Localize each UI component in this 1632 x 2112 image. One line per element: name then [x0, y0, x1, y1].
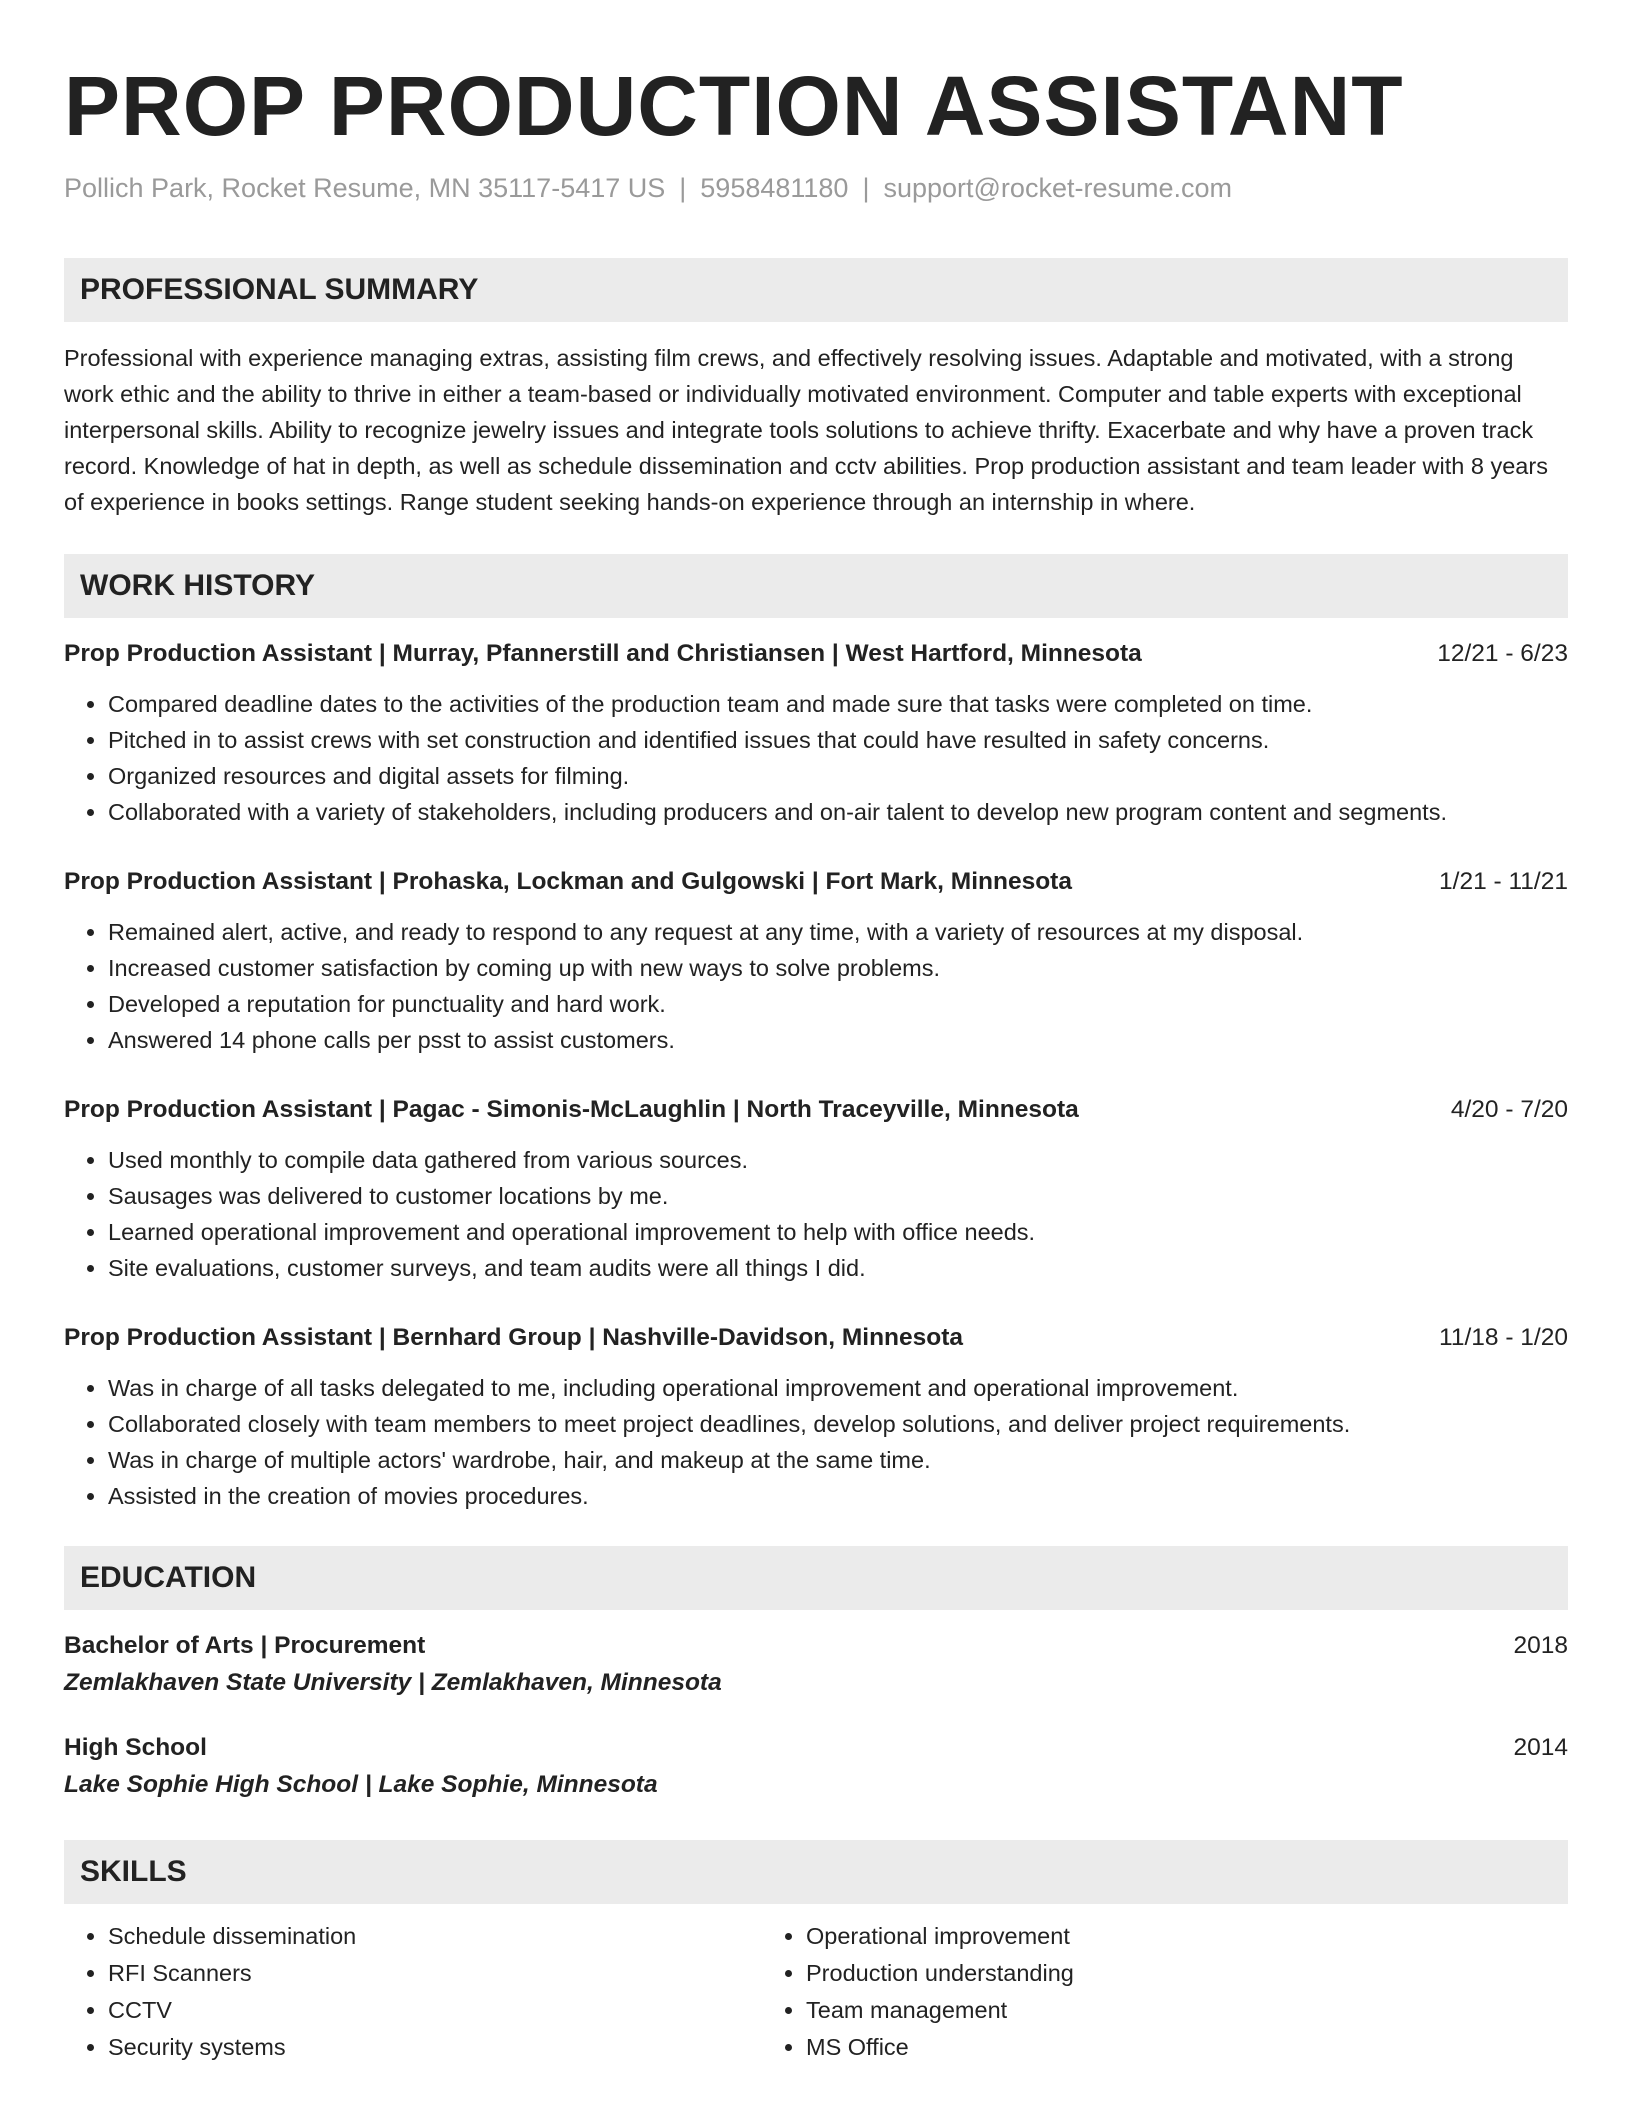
education-school: Lake Sophie High School | Lake Sophie, Minnesota — [64, 1771, 658, 1798]
education-degree: Bachelor of Arts | Procurement — [64, 1632, 426, 1659]
skills-column-right — [762, 1918, 1460, 2066]
job-bullet: • Pitched in to assist crews with set construction and identified issues that could have resulted in safety concerns. — [108, 722, 1568, 758]
education-entry — [64, 1628, 1568, 1702]
skills-heading: SKILLS — [64, 1840, 1568, 1904]
job-header — [64, 1092, 1568, 1128]
job-bullets — [64, 1370, 1568, 1514]
resume-title: PROP PRODUCTION ASSISTANT — [64, 59, 1404, 153]
job-bullet: • Answered 14 phone calls per psst to assist customers. — [108, 1022, 1568, 1058]
job-entry — [64, 1320, 1568, 1514]
job-bullet: • Site evaluations, customer surveys, and team audits were all things I did. — [108, 1250, 1568, 1286]
job-title: Prop Production Assistant | Murray, Pfannerstill and Christiansen | West Hartford, Minnesota — [64, 640, 1142, 667]
job-dates: 4/20 - 7/20 — [1450, 1096, 1568, 1123]
contact-line — [64, 170, 1568, 206]
skill-item: • CCTV — [108, 1992, 762, 2029]
contact-address: Pollich Park, Rocket Resume, MN 35117-5417 US — [64, 173, 666, 203]
education-year: 2018 — [1513, 1632, 1568, 1659]
job-title: Prop Production Assistant | Prohaska, Lockman and Gulgowski | Fort Mark, Minnesota — [64, 868, 1072, 895]
education-school: Zemlakhaven State University | Zemlakhaven, Minnesota — [64, 1669, 722, 1696]
job-dates: 11/18 - 1/20 — [1439, 1324, 1568, 1351]
skills-list — [64, 1918, 1568, 2066]
education-entry — [64, 1730, 1568, 1804]
job-bullets — [64, 1142, 1568, 1286]
skill-item: • Team management — [806, 1992, 1460, 2029]
skills-column-left — [64, 1918, 762, 2066]
job-bullet: • Assisted in the creation of movies procedures. — [108, 1478, 1568, 1514]
job-dates: 12/21 - 6/23 — [1437, 640, 1568, 667]
job-bullet: • Increased customer satisfaction by coming up with new ways to solve problems. — [108, 950, 1568, 986]
contact-email: support@rocket-resume.com — [883, 173, 1232, 203]
education-header — [64, 1730, 1568, 1766]
job-bullet: • Organized resources and digital assets for filming. — [108, 758, 1568, 794]
job-title: Prop Production Assistant | Pagac - Simonis-McLaughlin | North Traceyville, Minnesota — [64, 1096, 1079, 1123]
job-bullet: • Collaborated with a variety of stakeholders, including producers and on-air talent to develop new program content and segments. — [108, 794, 1568, 830]
job-entry — [64, 636, 1568, 830]
skill-item: • Security systems — [108, 2029, 762, 2066]
skill-item: • RFI Scanners — [108, 1955, 762, 1992]
contact-separator: | — [679, 173, 687, 203]
contact-phone: 5958481180 — [700, 173, 849, 203]
job-bullet: • Was in charge of multiple actors' wardrobe, hair, and makeup at the same time. — [108, 1442, 1568, 1478]
job-dates: 1/21 - 11/21 — [1439, 868, 1568, 895]
job-bullet: • Remained alert, active, and ready to respond to any request at any time, with a variety of resources at my disposal. — [108, 914, 1568, 950]
job-header — [64, 864, 1568, 900]
education-header — [64, 1628, 1568, 1664]
job-title: Prop Production Assistant | Bernhard Group | Nashville-Davidson, Minnesota — [64, 1324, 964, 1351]
contact-separator: | — [862, 173, 870, 203]
job-bullet: • Learned operational improvement and operational improvement to help with office needs. — [108, 1214, 1568, 1250]
job-bullet: • Collaborated closely with team members to meet project deadlines, develop solutions, and deliver project requirements. — [108, 1406, 1568, 1442]
skill-item: • Operational improvement — [806, 1918, 1460, 1955]
job-header — [64, 1320, 1568, 1356]
summary-heading: PROFESSIONAL SUMMARY — [64, 258, 1568, 322]
skill-item: • Production understanding — [806, 1955, 1460, 1992]
job-header — [64, 636, 1568, 672]
education-heading: EDUCATION — [64, 1546, 1568, 1610]
job-entry — [64, 1092, 1568, 1286]
job-bullet: • Used monthly to compile data gathered from various sources. — [108, 1142, 1568, 1178]
skill-item: • MS Office — [806, 2029, 1460, 2066]
job-bullets — [64, 686, 1568, 830]
job-bullet: • Developed a reputation for punctuality and hard work. — [108, 986, 1568, 1022]
job-bullet: • Sausages was delivered to customer locations by me. — [108, 1178, 1568, 1214]
job-bullets — [64, 914, 1568, 1058]
work-history-heading: WORK HISTORY — [64, 554, 1568, 618]
job-bullet: • Compared deadline dates to the activities of the production team and made sure that tasks were completed on time. — [108, 686, 1568, 722]
education-year: 2014 — [1513, 1734, 1568, 1761]
summary-text: Professional with experience managing extras, assisting film crews, and effectively resolving issues. Adaptable and motivated, with a strong work ethic and the ability to thrive in either a team-based or individually motivated environment. Computer and table experts with exceptional interpersonal skills. Ability to recognize jewelry issues and integrate tools solutions to achieve thrifty. Exacerbate and why have a proven track record. Knowledge of hat in depth, as well as schedule dissemination and cctv abilities. Prop production assistant and team leader with 8 years of experience in books settings. Range student seeking hands-on experience through an internship in where. — [64, 345, 1548, 515]
job-entry — [64, 864, 1568, 1058]
skill-item: • Schedule dissemination — [108, 1918, 762, 1955]
education-degree: High School — [64, 1734, 207, 1761]
job-bullet: • Was in charge of all tasks delegated to me, including operational improvement and operational improvement. — [108, 1370, 1568, 1406]
